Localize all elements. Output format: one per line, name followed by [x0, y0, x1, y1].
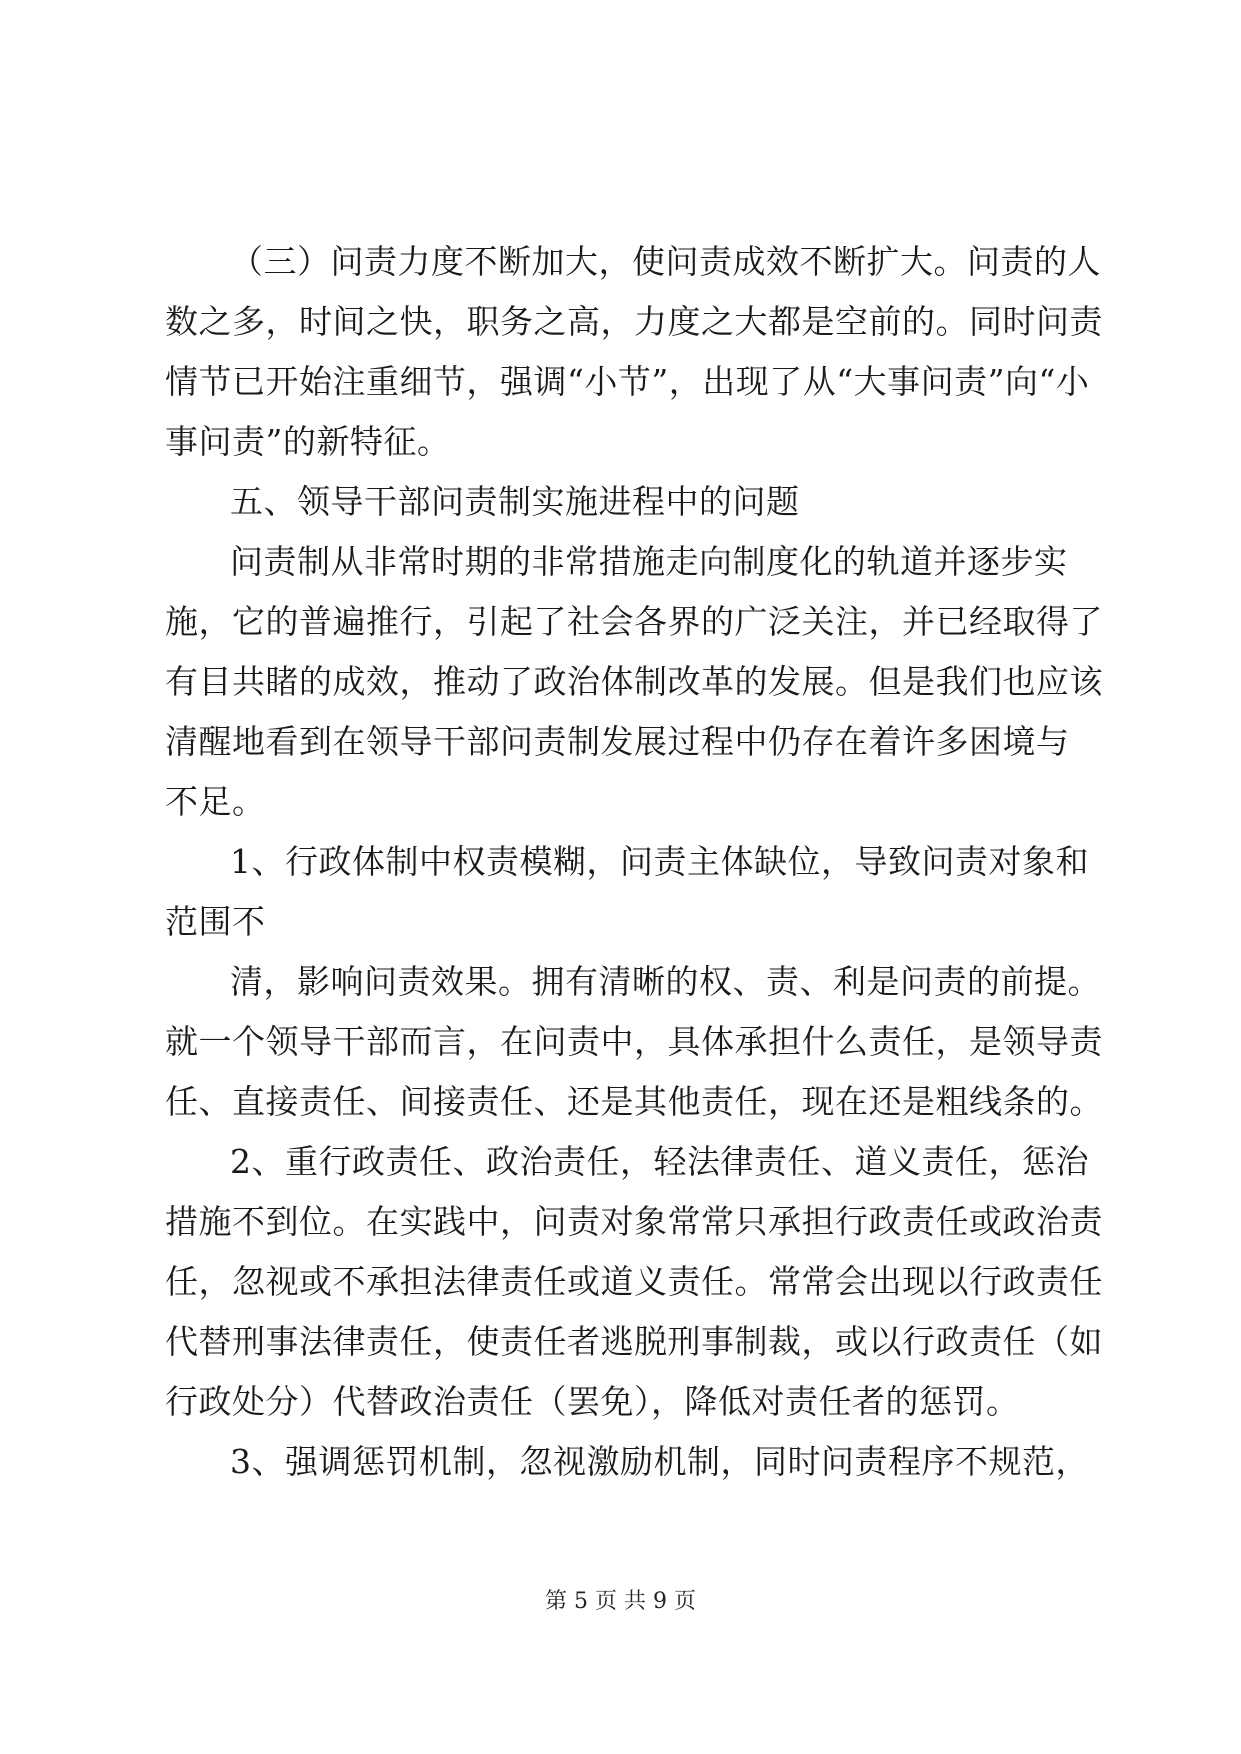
text-line: 就一个领导干部而言，在问责中，具体承担什么责任，是领导责	[165, 1022, 1103, 1061]
text-line: 代替刑事法律责任，使责任者逃脱刑事制裁，或以行政责任（如	[165, 1322, 1103, 1361]
text-line: 数之多，时间之快，职务之高，力度之大都是空前的。同时问责	[165, 302, 1103, 341]
text-line: 范围不	[165, 902, 266, 941]
page-number: 第 5 页 共 9 页	[545, 1589, 696, 1614]
text-line: 有目共睹的成效，推动了政治体制改革的发展。但是我们也应该	[165, 662, 1103, 701]
text-line: 事问责”的新特征。	[165, 422, 451, 461]
text-line: （三）问责力度不断加大，使问责成效不断扩大。问责的人	[230, 242, 1101, 281]
text-line: 措施不到位。在实践中，问责对象常常只承担行政责任或政治责	[165, 1202, 1103, 1241]
text-line: 清，影响问责效果。拥有清晰的权、责、利是问责的前提。	[230, 962, 1101, 1001]
text-line: 情节已开始注重细节，强调“小节”，出现了从“大事问责”向“小	[165, 362, 1090, 401]
text-line: 清醒地看到在领导干部问责制发展过程中仍存在着许多困境与	[165, 722, 1070, 761]
text-line: 1、行政体制中权责模糊，问责主体缺位，导致问责对象和	[230, 842, 1089, 881]
text-line: 任，忽视或不承担法律责任或道义责任。常常会出现以行政责任	[165, 1262, 1103, 1301]
text-line: 任、直接责任、间接责任、还是其他责任，现在还是粗线条的。	[165, 1082, 1103, 1121]
text-line: 施，它的普遍推行，引起了社会各界的广泛关注，并已经取得了	[165, 602, 1103, 641]
section-heading: 五、领导干部问责制实施进程中的问题	[230, 482, 800, 521]
text-line: 问责制从非常时期的非常措施走向制度化的轨道并逐步实	[230, 542, 1068, 581]
text-line: 3、强调惩罚机制，忽视激励机制，同时问责程序不规范，	[230, 1442, 1089, 1481]
text-line: 行政处分）代替政治责任（罢免），降低对责任者的惩罚。	[165, 1382, 1020, 1421]
text-line: 2、重行政责任、政治责任，轻法律责任、道义责任，惩治	[230, 1142, 1089, 1181]
text-line: 不足。	[165, 782, 266, 821]
